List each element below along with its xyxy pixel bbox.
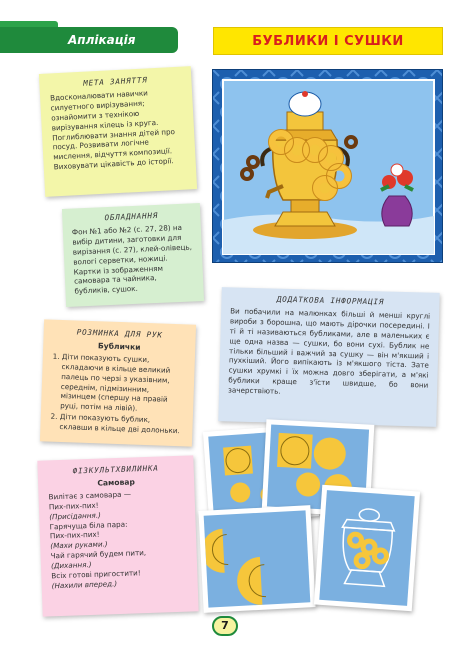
info-text: Ви побачили на малюнках більші й менші круглі вироби з борошна, що мають дірочки посередині. І ті й ті називаються бубликами, але в маленьких є ще одна назва — сушки, бо вони сухі. Бублик не тільки більший і важчий за сушку — він м'якший і пухкіший. Його випікають із м'якшого тіста. Зате сушки хрумкі і їх можна довго зберігати, а м'які бублики краще з'їсти швидше, бо вони зачерствіють. [227,306,431,396]
poem-line: (Присідання.) [49,510,101,522]
poem-line: (Махи руками.) [50,539,108,551]
finished-samovar-image [319,490,414,606]
exercise-title: ФІЗКУЛЬТХВИЛИНКА [72,463,159,476]
poem [48,487,187,591]
warmup-item: 1. Діти показують сушки, складаючи в кільце великий палець по черзі з указівним, середнім, підмізинним, мізинцем (спершу на правій руці, потім на лівій). [60,352,186,416]
equipment-note [62,203,204,307]
equipment-title: ОБЛАДНАННЯ [104,210,159,223]
folded-circles-image [204,510,311,607]
step-photo-4 [314,485,420,612]
warmup-title: РОЗМИНКА ДЛЯ РУК [76,327,163,340]
info-title: ДОДАТКОВА ІНФОРМАЦІЯ [276,294,385,307]
goal-title: МЕТА ЗАНЯТТЯ [82,75,148,88]
poem-line: Чай гарячий будем пити, [50,548,147,561]
poem-line: (Дихання.) [50,560,92,571]
exercise-subtitle: Самовар [97,477,136,488]
warmup-subtitle: Бублички [97,341,141,352]
section-tab [0,27,178,53]
info-note [218,287,439,427]
page-title-text: БУБЛИКИ І СУШКИ [252,34,404,49]
step-photo-3 [198,505,315,613]
goal-note [39,66,197,197]
poem-line: (Нахили вперед.) [51,579,118,591]
warmup-item: 2. Діти показують бублик, склавши в кільце дві долоньки. [59,412,184,436]
warmup-note [40,319,196,446]
page-title [213,27,443,55]
samovar-picture [213,70,443,263]
equipment-text: Фон №1 або №2 (с. 27, 28) на вибір дитини, заготовки для вирізання (с. 27), клей-олівець, вологі серветки, ножиці. Картки із зображенням самовара та чайника, бубликів, сушок. [71,222,193,296]
samovar-illustration [212,69,443,263]
section-label: Аплікація [68,33,136,47]
poem-line: Пих-пих-пих! [49,530,100,541]
poem-line: Всіх готові пригостити! [51,568,141,581]
goal-text: Вдосконалювати навички силуетного вирізування; ознайомити з технікою вирізування кілець із круга. Поглиблювати знання дітей про посуд. Розвивати логічне мислення, відчуття композиції. Виховувати цікавість до історії. [49,88,176,172]
poem-line: Пих-пих-пих! [48,500,99,512]
poem-line: Гарячуща біла пара: [49,519,128,531]
poem-line: Вилітає з самовара — [48,489,132,502]
exercise-note [37,455,198,616]
page-number [212,616,238,636]
page-number-text: 7 [221,619,229,632]
warmup-list [59,352,186,437]
